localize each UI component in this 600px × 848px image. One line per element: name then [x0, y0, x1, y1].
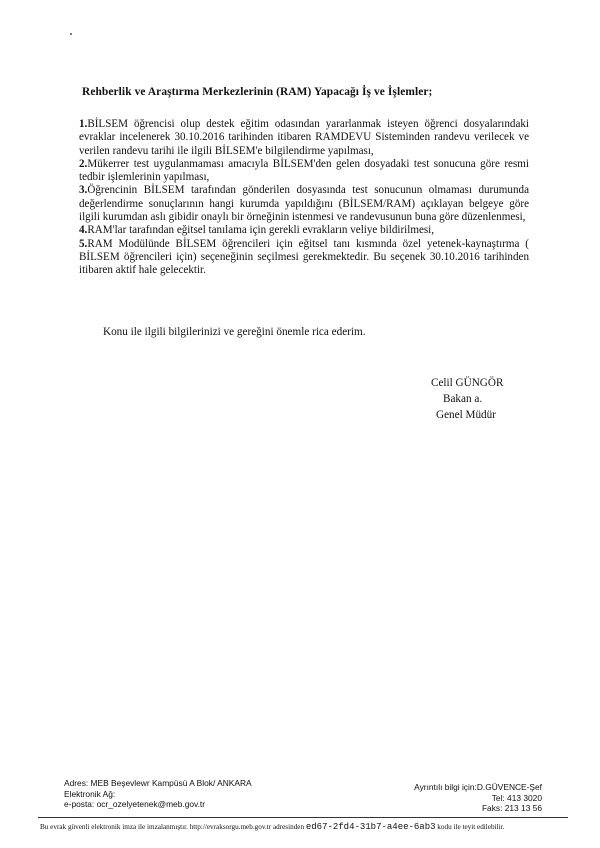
footer-address: Adres: MEB Beşevlewr Kampüsü A Blok/ ANKARA [64, 778, 252, 788]
verification-prefix: Bu evrak güvenli elektronik imza ile imzalanmıştır. http://evraksorgu.meb.gov.tr adresinden [40, 823, 305, 831]
verification-code: ed67-2fd4-31b7-a4ee-6ab3 [305, 822, 436, 832]
item-number: 1. [79, 118, 88, 130]
items-list [79, 118, 529, 278]
item-number: 5. [79, 237, 88, 250]
signatory-title: Genel Müdür [436, 409, 496, 421]
list-item [79, 118, 529, 158]
footer-tel: Tel: 413 3020 [491, 792, 542, 803]
footer-email: e-posta: ocr_ozelyetenek@meb.gov.tr [64, 799, 206, 810]
signatory-role: Bakan a. [443, 393, 483, 405]
page-title: Rehberlik ve Araştırma Merkezlerinin (RAM) Yapacağı İş ve İşlemler; [82, 86, 433, 98]
item-text: Mükerrer test uygulanmaması amacıyla BİLSEM'den gelen dosyadaki test sonucuna göre resmi tedbir işlemlerinin yapılması, [79, 157, 529, 184]
signatory-name: Celil GÜNGÖR [431, 377, 504, 389]
item-number: 2. [79, 157, 88, 170]
list-item [79, 224, 529, 237]
item-text: RAM Modülünde BİLSEM öğrencileri için eğitsel tanı kısmında özel yetenek-kaynaştırma ( BİLSEM öğrencileri için) seçeneğinin seçilmesi gerekmektedir. Bu seçenek 30.10.2016 tarihinden itibaren aktif hale gelecektir. [79, 237, 529, 277]
verification-note [40, 822, 580, 832]
footer-network: Elektronik Ağ: [64, 788, 116, 799]
footer-fax: Faks: 213 13 56 [481, 803, 542, 814]
list-item [79, 158, 529, 185]
footer-contact-block [372, 782, 542, 814]
list-item [79, 238, 529, 278]
scan-speck [70, 33, 72, 35]
item-number: 3. [79, 184, 88, 197]
verification-suffix: kodu ile teyit edilebilir. [437, 823, 505, 831]
item-text: RAM'lar tarafından eğitsel tanılama için gerekli evrakların veliye bildirilmesi, [87, 224, 435, 237]
footer-address-block [64, 778, 252, 810]
closing-sentence: Konu ile ilgili bilgilerinizi ve gereğini önemle rica ederim. [103, 326, 366, 338]
item-number: 4. [79, 224, 88, 237]
footer-divider [38, 817, 568, 818]
item-text: Öğrencinin BİLSEM tarafından gönderilen dosyasında test sonucunun olmaması durumunda değerlendirme sonuçlarının hangi kurumda yapıldığını (BİLSEM/RAM) açıklayan belgeye göre ilgili kurumdan aslı gibidir onaylı bir örneğinin istenmesi ve randevusunun buna göre düzenlenmesi, [79, 184, 529, 224]
list-item [79, 184, 529, 224]
footer-contact: Ayrıntılı bilgi için:D.GÜVENCE-Şef [414, 782, 542, 792]
item-text: BİLSEM öğrencisi olup destek eğitim odasından yararlanmak isteyen öğrenci dosyalarındaki evraklar incelenerek 30.10.2016 tarihinden itibaren RAMDEVU Sisteminden randevu verilecek ve verilen randevu tarihi ile ilgili BİLSEM'e bilgilendirme yapılması, [79, 118, 529, 157]
